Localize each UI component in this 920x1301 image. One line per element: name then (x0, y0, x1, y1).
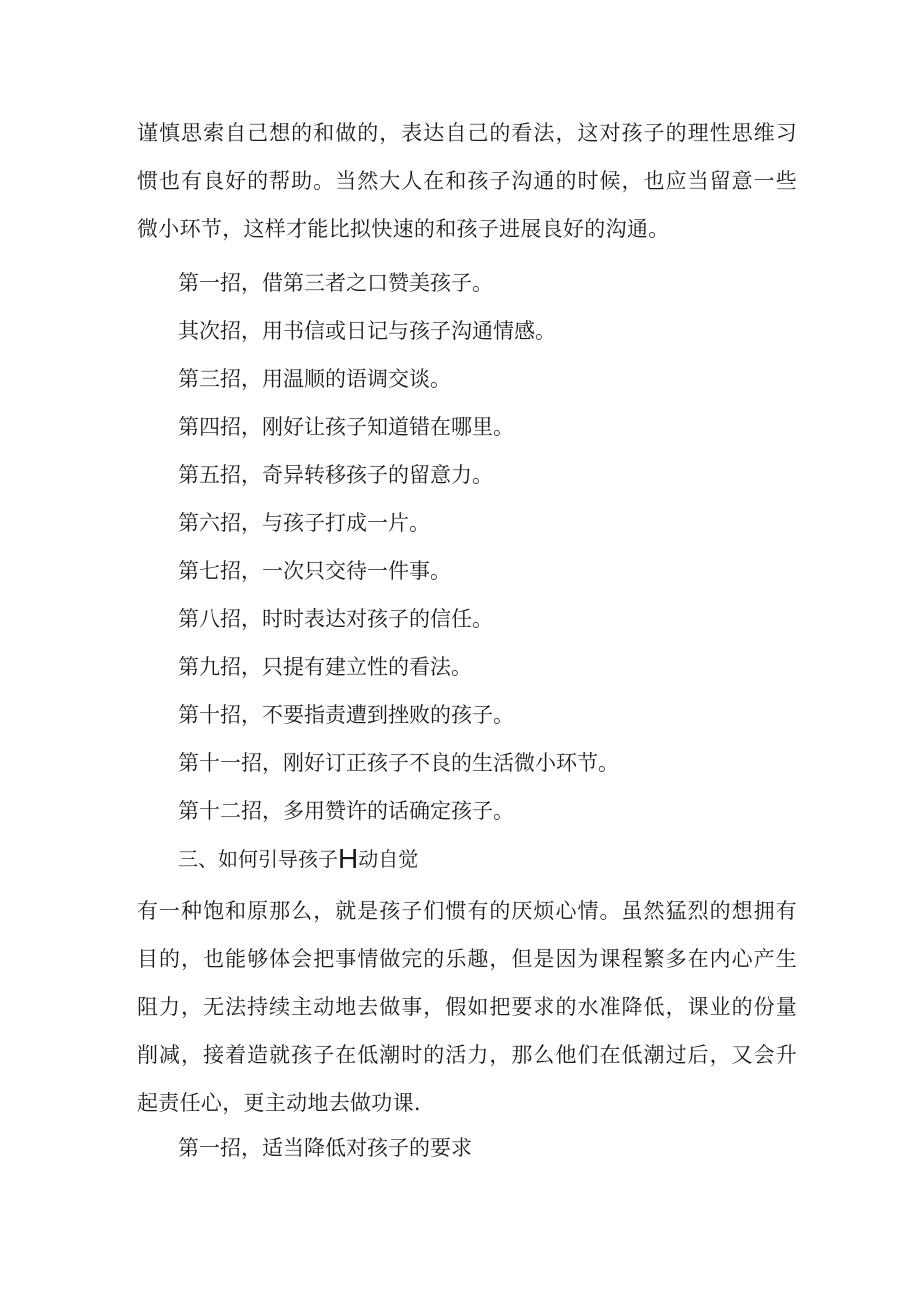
tip-item-8: 第八招，时时表达对孩子的信任。 (178, 607, 493, 631)
tip-item-9: 第九招，只提有建立性的看法。 (178, 655, 472, 679)
tip-item-7: 第七招，一次只交待一件事。 (178, 559, 451, 583)
tip-item-6: 第六招，与孩子打成一片。 (178, 511, 430, 535)
final-tip-item: 第一招，适当降低对孩子的要求 (178, 1136, 472, 1160)
tip-item-2: 其次招，用书信或日记与孩子沟通情感。 (178, 319, 556, 343)
section-heading-prefix: 三、如何引导孩子 (178, 847, 338, 871)
tip-item-4: 第四招，刚好让孩子知道错在哪里。 (178, 415, 514, 439)
section-paragraph: 有一种饱和原那么，就是孩子们惯有的厌烦心情。虽然猛烈的想拥有目的，也能够体会把事情做完的乐趣，但是因为课程繁多在内心产生阻力，无法持续主动地去做事，假如把要求的水准降低，课业的份量削减，接着造就孩子在低潮时的活力，那么他们在低潮过后，又会升起责任心，更主动地去做功课. (137, 899, 797, 1115)
section-heading (178, 844, 418, 874)
section-heading-suffix: 动自觉 (358, 847, 419, 871)
tip-item-12: 第十二招，多用赞许的话确定孩子。 (178, 799, 514, 823)
tip-item-10: 第十招，不要指责遭到挫败的孩子。 (178, 703, 514, 727)
section-heading-letter: H (338, 843, 359, 874)
tip-item-5: 第五招，奇异转移孩子的留意力。 (178, 463, 493, 487)
tip-item-11: 第十一招，刚好订正孩子不良的生活微小环节。 (178, 751, 619, 775)
intro-paragraph: 谨慎思索自己想的和做的，表达自己的看法，这对孩子的理性思维习惯也有良好的帮助。当然大人在和孩子沟通的时候，也应当留意一些微小环节，这样才能比拟快速的和孩子进展良好的沟通。 (137, 121, 797, 241)
tip-item-1: 第一招，借第三者之口赞美孩子。 (178, 271, 493, 295)
tip-item-3: 第三招，用温顺的语调交谈。 (178, 367, 451, 391)
